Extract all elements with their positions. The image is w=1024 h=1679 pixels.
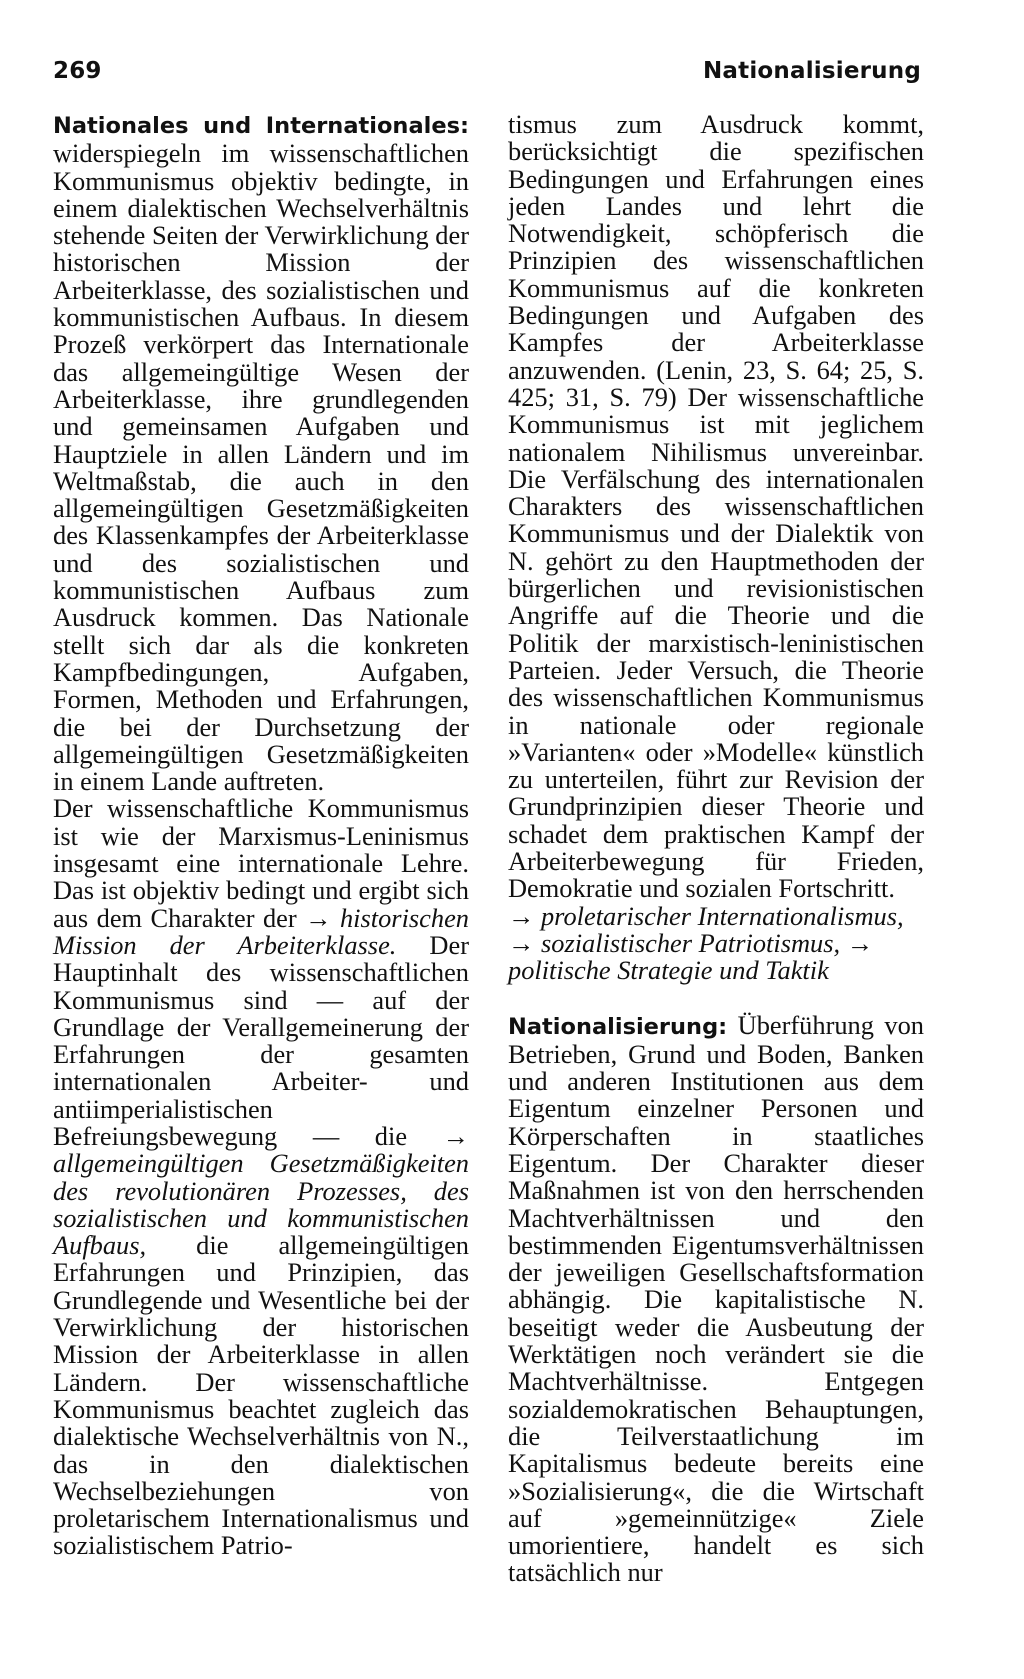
entry-term-nationalisierung: Nationalisierung:	[508, 1013, 728, 1040]
cross-reference: → allgemeingültigen Gesetzmäßigkeiten des revolutionären Prozesses, des sozialistischen und kommunistischen Aufbaus,	[53, 1120, 469, 1261]
right-column	[508, 111, 924, 1587]
entry-separator	[508, 985, 924, 1012]
entry-nationales-paragraph-1	[53, 111, 469, 795]
cross-reference: → historischen Mission der Arbeiterklasse.	[53, 902, 469, 960]
entry-text: widerspiegeln im wissenschaftlichen Kommunismus objektiv bedingte, in einem dialektischen Wechselverhältnis stehende Seiten der Verwirklichung der historischen Mission der Arbeiterklasse, des sozialistischen und kommunistischen Aufbaus. In diesem Prozeß verkörpert das Internationale das allgemeingültige Wesen der Arbeiterklasse, ihre grundlegenden und gemeinsamen Aufgaben und Hauptziele in allen Ländern und im Weltmaßstab, die auch in den allgemeingültigen Gesetzmäßigkeiten des Klassenkampfes der Arbeiterklasse und des sozialistischen und kommunistischen Aufbaus zum Ausdruck kommen. Das Nationale stellt sich dar als die konkreten Kampfbedingungen, Aufgaben, Formen, Methoden und Erfahrungen, die bei der Durchsetzung der allgemeingültigen Gesetzmäßigkeiten in einem Lande auftreten.	[53, 138, 469, 797]
entry-text: tismus zum Ausdruck kommt, berücksichtigt die spezifischen Bedingungen und Erfahrungen eines jeden Landes und lehrt die Notwendigkeit, schöpferisch die Prinzipien des wissenschaftlichen Kommunismus auf die konkreten Bedingungen und Aufgaben des Kampfes der Arbeiterklasse anzuwenden. (Lenin, 23, S. 64; 25, S. 425; 31, S. 79) Der wissenschaftliche Kommunismus ist mit jeglichem nationalem Nihilismus unvereinbar. Die Verfälschung des internationalen Charakters des wissenschaftlichen Kommunismus und der Dialektik von N. gehört zu den Hauptmethoden der bürgerlichen und revisionistischen Angriffe auf die Theorie und die Politik der marxistisch-leninistischen Parteien. Jeder Versuch, die Theorie des wissenschaftlichen Kommunismus in nationale oder regionale »Varianten« oder »Modelle« künstlich zu unterteilen, führt zur Revision der Grundprinzipien dieser Theorie und schadet dem praktischen Kampf der Arbeiterbewegung für Frieden, Demokratie und sozialen Fortschritt.	[508, 109, 924, 904]
page-number: 269	[53, 58, 102, 84]
entry-text: Der wissenschaftliche Kommunismus ist wie der Marxismus-Leninismus insgesamt eine internationale Lehre. Das ist objektiv bedingt und ergibt sich aus dem Charakter der	[53, 793, 469, 933]
entry-text: die allgemeingültigen Erfahrungen und Prinzipien, das Grundlegende und Wesentliche bei der Verwirklichung der historischen Mission der Arbeiterklasse in allen Ländern. Der wissenschaftliche Kommunismus beachtet zugleich das dialektische Wechselverhältnis von N., das in den dialektischen Wechselbeziehungen von proletarischem Internationalismus und sozialistischem Patrio-	[53, 1230, 469, 1561]
running-title: Nationalisierung	[702, 58, 921, 84]
cross-references: → proletarischer Internationalismus, → sozialistischer Patriotismus, → politische Strategie und Taktik	[508, 900, 904, 986]
entry-nationalisierung	[508, 1009, 924, 1588]
entry-text: Überführung von Betrieben, Grund und Boden, Banken und anderen Institutionen aus dem Eigentum einzelner Personen und Körperschaften in staatliches Eigentum. Der Charakter dieser Maßnahmen ist von den herrschenden Machtverhältnissen und den bestimmenden Eigentumsverhältnissen der jeweiligen Gesellschaftsformation abhängig. Die kapitalistische N. beseitigt weder die Ausbeutung der Werktätigen noch verändert sie die Machtverhältnisse. Entgegen sozialdemokratischen Behauptungen, die Teilverstaatlichung im Kapitalismus bedeute bereits eine »Sozialisierung«, die die Wirtschaft auf »gemeinnützige« Ziele umorientiere, handelt es sich tatsächlich nur	[508, 1009, 924, 1588]
entry-term-nationales: Nationales und Internationales:	[53, 113, 469, 139]
left-column	[53, 111, 469, 1560]
entry-text: Der Hauptinhalt des wissenschaftlichen Kommunismus sind — auf der Grundlage der Verallgemeinerung der Erfahrungen der gesamten internationalen Arbeiter- und antiimperialistischen Befreiungsbewegung — die	[53, 929, 469, 1151]
entry-nationales-paragraph-2	[53, 795, 469, 1559]
entry-nationales-continuation	[508, 111, 924, 903]
